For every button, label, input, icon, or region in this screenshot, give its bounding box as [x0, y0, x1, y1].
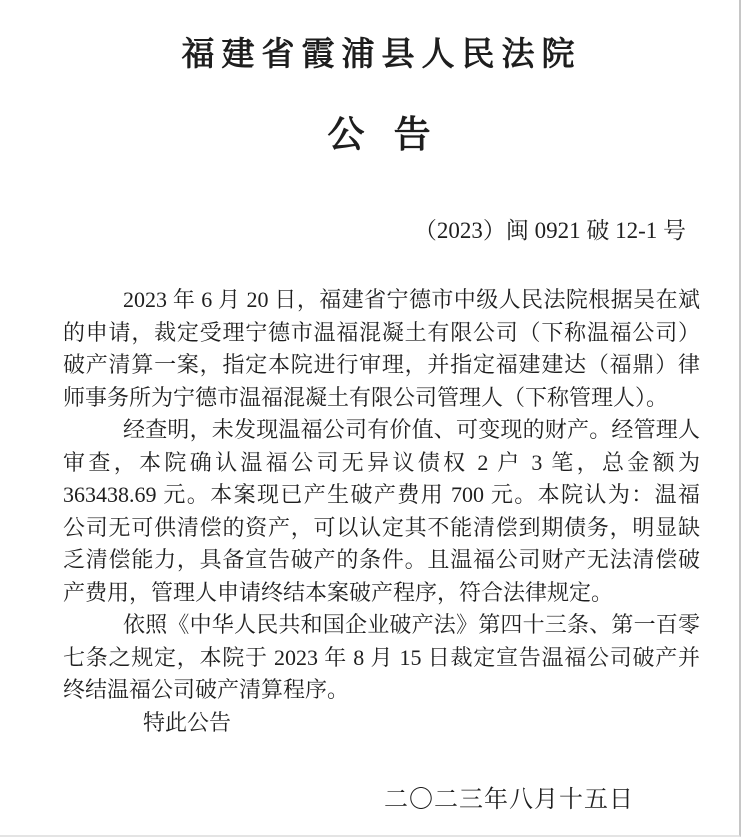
- case-number: （2023）闽 0921 破 12-1 号: [413, 218, 686, 243]
- paragraph-line: 乏清偿能力，具备宣告破产的条件。且温福公司财产无法清偿破: [63, 547, 700, 572]
- document-content: [63, 36, 700, 815]
- paragraph-line: 七条之规定，本院于 2023 年 8 月 15 日裁定宣告温福公司破产并: [63, 644, 700, 670]
- paragraph-line: 363438.69 元。本案现已产生破产费用 700 元。本院认为：温福: [63, 482, 700, 507]
- paragraph-line: 审查，本院确认温福公司无异议债权 2 户 3 笔，总金额为: [63, 449, 700, 475]
- paragraph-line: 师事务所为宁德市温福混凝土有限公司管理人（下称管理人）。: [63, 384, 669, 410]
- paragraph-line: 产费用，管理人申请终结本案破产程序，符合法律规定。: [63, 579, 614, 605]
- document-date: 二〇二三年八月十五日: [384, 787, 634, 813]
- paragraph-line: 经查明，未发现温福公司有价值、可变现的财产。经管理人: [123, 417, 700, 442]
- paragraph-line: 终结温福公司破产清算程序。: [63, 677, 350, 702]
- paragraph-line: 2023 年 6 月 20 日，福建省宁德市中级人民法院根据吴在斌: [123, 287, 700, 312]
- closing-statement: 特此公告: [143, 709, 232, 735]
- announcement-title: 公 告: [327, 115, 436, 156]
- paragraph-line: 破产清算一案，指定本院进行审理，并指定福建建达（福鼎）律: [63, 352, 700, 377]
- court-name-title: 福建省霞浦县人民法院: [181, 37, 582, 73]
- document-body: [63, 284, 700, 707]
- paragraph-line: 公司无可供清偿的资产，可以认定其不能清偿到期债务，明显缺: [63, 514, 700, 540]
- paragraph-line: 的申请，裁定受理宁德市温福混凝土有限公司（下称温福公司）: [63, 319, 700, 345]
- paragraph-line: 依照《中华人民共和国企业破产法》第四十三条、第一百零: [123, 612, 700, 637]
